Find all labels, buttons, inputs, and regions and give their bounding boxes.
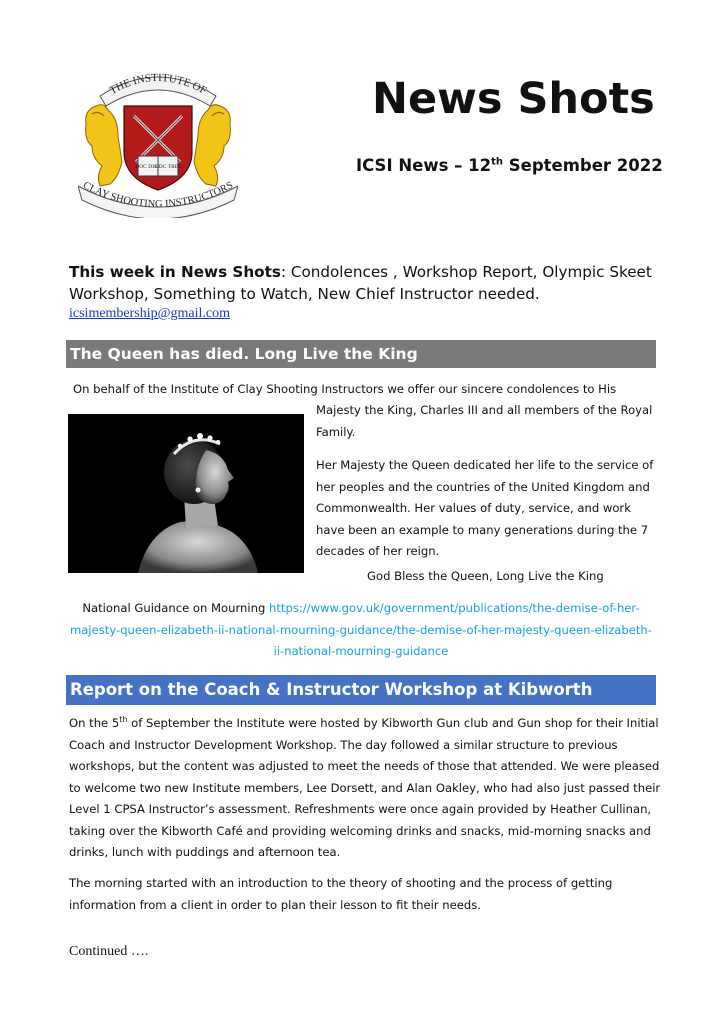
intro-lead: This week in News Shots (69, 263, 281, 281)
membership-email-link[interactable]: icsimembership@gmail.com (69, 306, 231, 321)
workshop-p1-rest: of September the Institute were hosted by Kibworth Gun club and Gun shop for their Initial Coach and Instructor Development Workshop. The day followed a similar structure to previous workshops, but the content was adjusted to meet the needs of those that attended. We were pleased to welcome two new Institute members, Lee Dorsett, and Alan Oakley, who had also just passed their Level 1 CPSA Instructor’s assessment. Refreshments were once again provided by Heather Cullinan, taking over the Kibworth Café and providing welcoming drinks and snacks, mid-morning snacks and drinks, lunch with puddings and afternoon tea. (69, 716, 661, 859)
intro-summary (69, 261, 679, 305)
logo-text-bottom: CLAY SHOOTING INSTRUCTORS (81, 180, 236, 211)
workshop-p1-sup: th (119, 715, 128, 725)
logo-text-top: THE INSTITUTE OF (107, 71, 209, 97)
queen-portrait-image (68, 414, 304, 573)
workshop-p1-start: On the 5 (69, 716, 120, 730)
continued-note: Continued …. (69, 944, 149, 959)
logo-book-right: DOC TRES (154, 164, 182, 170)
issue-sup: th (491, 156, 503, 168)
condolences-line1: On behalf of the Institute of Clay Shooting Instructors we offer our sincere condolences to His (73, 382, 617, 396)
guidance-label: National Guidance on Mourning (82, 601, 270, 615)
section-heading-workshop: Report on the Coach & Instructor Workshop at Kibworth (66, 675, 656, 705)
logo-book-left: DOC DISC (135, 164, 161, 170)
workshop-paragraph-2: The morning started with an introduction to the theory of shooting and the process of getting information from a client in order to plan their lesson to fit their needs. (69, 876, 613, 912)
condolences-rest: Majesty the King, Charles III and all members of the Royal Family. (316, 403, 653, 439)
intro-topics: : Condolences , Workshop Report, Olympic Skeet Workshop, Something to Watch, New Chief Instructor needed. (69, 263, 652, 303)
workshop-paragraph-1 (69, 713, 669, 864)
blessing-line: God Bless the Queen, Long Live the King (367, 569, 604, 583)
issue-date (356, 156, 663, 175)
mourning-guidance-link[interactable]: https://www.gov.uk/government/publications/the-demise-of-her-majesty-queen-elizabeth-ii-national-mourning-guidance/the-demise-of-her-majesty-queen-elizabeth-ii-national-mourning-guidance (70, 601, 652, 658)
mourning-guidance (66, 598, 656, 663)
section-heading-queen: The Queen has died. Long Live the King (66, 340, 656, 368)
institute-crest-logo (78, 66, 238, 218)
newsletter-title: News Shots (372, 74, 655, 124)
issue-prefix: ICSI News – 12 (356, 156, 492, 175)
issue-suffix: September 2022 (503, 156, 663, 175)
tribute-paragraph: Her Majesty the Queen dedicated her life to the service of her peoples and the countries of the United Kingdom and Commonwealth. Her values of duty, service, and work have been an example to many generations during the 7 decades of her reign. (316, 458, 654, 558)
